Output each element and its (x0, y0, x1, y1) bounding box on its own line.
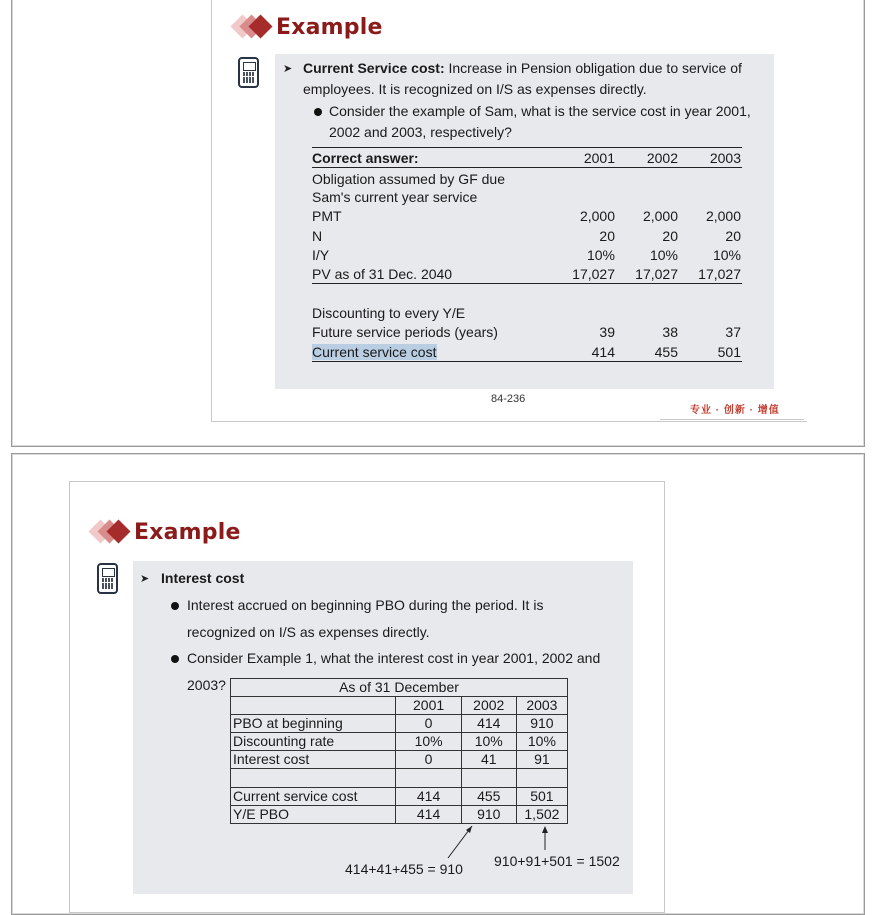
table-cell: 10% (461, 733, 516, 751)
year-header: 2001 (583, 150, 615, 166)
table-cell: 41 (461, 751, 516, 769)
table-row-label: Obligation assumed by GF due (312, 171, 505, 187)
table-cell: 2,000 (642, 208, 678, 224)
table-caption: As of 31 December (231, 679, 568, 697)
selected-text-current-service-cost[interactable]: Current service cost (312, 344, 437, 360)
slide-2-sub-bullet-2-line-1: Consider Example 1, what the interest cost in year 2001, 2002 and (187, 650, 601, 666)
table-row-label: Current service cost (231, 788, 396, 806)
table-row-label: Y/E PBO (231, 806, 396, 824)
brand-slogan: 专业 · 创新 · 增值 (690, 405, 780, 416)
table-cell: 501 (516, 788, 567, 806)
table-row-label: PBO at beginning (231, 715, 396, 733)
table-cell: 20 (599, 228, 615, 244)
table-cell: 17,027 (698, 266, 741, 282)
table-row-label: Sam's current year service (312, 189, 478, 205)
table-cell: 10% (649, 247, 678, 263)
table-cell: 37 (725, 324, 741, 340)
table-row-label: PV as of 31 Dec. 2040 (312, 266, 453, 282)
annotation-left: 414+41+455 = 910 (345, 861, 463, 877)
table-row-label: Discounting to every Y/E (312, 305, 466, 321)
slide-2-title: Example (134, 519, 241, 545)
slide-2-bullet-label: Interest cost (161, 570, 245, 586)
year-header: 2002 (461, 697, 516, 715)
slide-2-sub-bullet-1-line-1: Interest accrued on beginning PBO during the period. It is (187, 597, 544, 613)
table-cell: 414 (396, 806, 461, 824)
table-cell: 20 (662, 228, 678, 244)
slide-1-bullet-line-2: employees. It is recognized on I/S as expenses directly. (303, 81, 647, 97)
table-cell: 1,502 (516, 806, 567, 824)
table-cell: 0 (396, 751, 461, 769)
table-cell: 501 (717, 344, 741, 360)
table-cell: 10% (586, 247, 615, 263)
year-header: 2003 (709, 150, 741, 166)
arrow-bullet-icon: ➤ (283, 63, 293, 75)
table-cell: 455 (654, 344, 678, 360)
table-cell: 10% (516, 733, 567, 751)
slide-1-sub-bullet-line-2: 2002 and 2003, respectively? (329, 124, 512, 140)
annotation-right: 910+91+501 = 1502 (494, 853, 620, 869)
year-header: 2001 (396, 697, 461, 715)
table-cell: 455 (461, 788, 516, 806)
slide-1-title: Example (276, 14, 383, 40)
table-cell: 2,000 (579, 208, 615, 224)
slide-2-sub-bullet-1-line-2: recognized on I/S as expenses directly. (187, 624, 430, 640)
table-cell: 0 (396, 715, 461, 733)
table-row-label: I/Y (312, 247, 330, 263)
table-cell: 910 (461, 806, 516, 824)
table-row-label: Future service periods (years) (312, 324, 498, 340)
bullet-label: Current Service cost: (303, 60, 445, 76)
table-cell: 38 (662, 324, 678, 340)
year-header: 2003 (516, 697, 567, 715)
table-cell: 17,027 (572, 266, 615, 282)
table-cell: 10% (396, 733, 461, 751)
table-row-label: Discounting rate (231, 733, 396, 751)
slide-1-sub-bullet-line-1: Consider the example of Sam, what is the service cost in year 2001, (329, 103, 751, 119)
table-cell: 17,027 (635, 266, 678, 282)
table-row-label: N (312, 228, 323, 244)
slide-2-sub-bullet-2-line-2: 2003? (187, 677, 226, 693)
table-cell: 39 (599, 324, 615, 340)
bullet-text: Increase in Pension obligation due to service of (444, 60, 742, 76)
table-row-label: PMT (312, 208, 342, 224)
table-cell: 2,000 (705, 208, 741, 224)
table-cell: 91 (516, 751, 567, 769)
arrow-bullet-icon: ➤ (140, 573, 150, 585)
table-cell: 414 (396, 788, 461, 806)
page-number: 84-236 (491, 393, 526, 405)
table-cell: 910 (516, 715, 567, 733)
table-cell: 414 (591, 344, 615, 360)
table-header-label: Correct answer: (312, 150, 419, 166)
table-cell: 414 (461, 715, 516, 733)
table-cell: 20 (725, 228, 741, 244)
table-cell: 10% (712, 247, 741, 263)
table-row-label: Interest cost (231, 751, 396, 769)
year-header: 2002 (646, 150, 678, 166)
